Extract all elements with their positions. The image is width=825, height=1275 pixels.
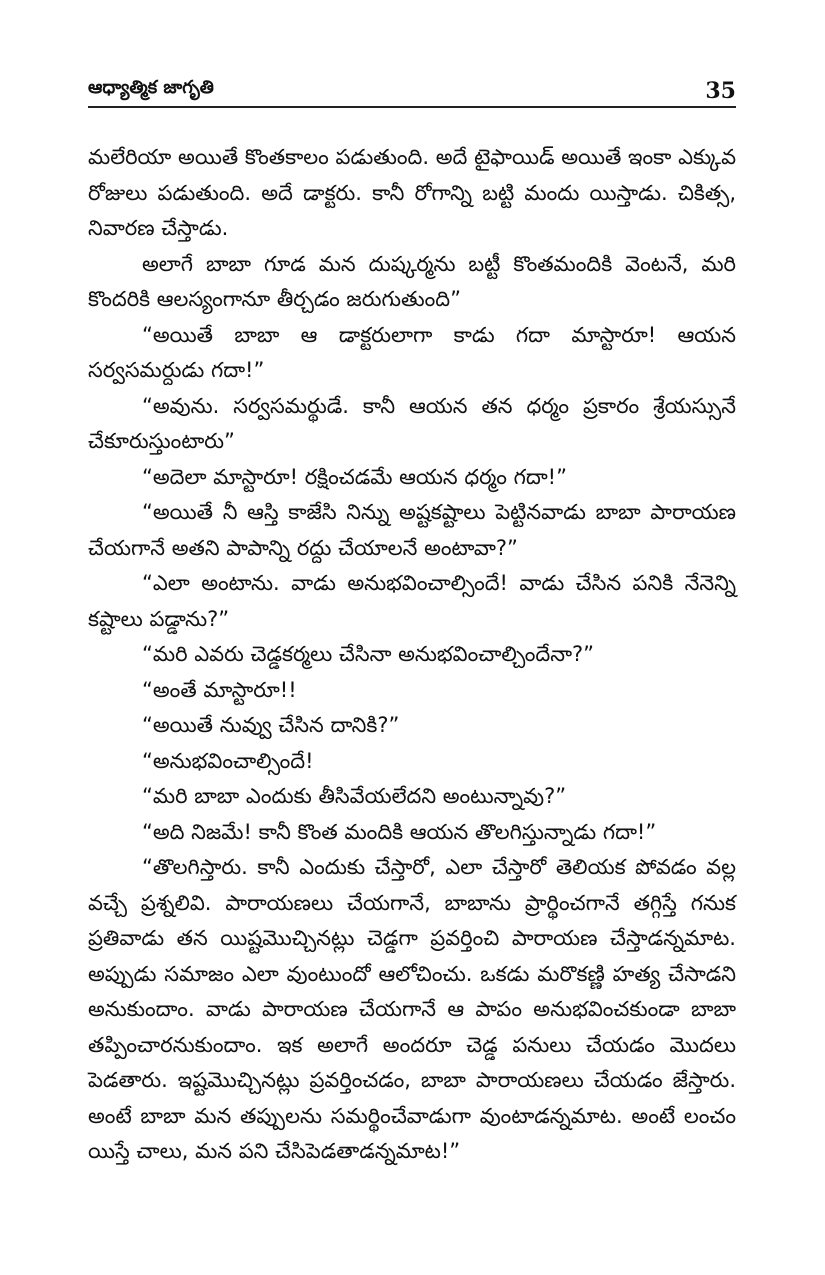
paragraph-2: అలాగే బాబా గూడ మన దుష్కర్మను బట్టీ కొంతమందికి వెంటనే, మరి కొందరికి ఆలస్యంగానూ తీర్చడం జరుగుతుంది” — [88, 251, 736, 311]
running-header — [88, 72, 736, 108]
paragraph-9: “అంతే మాస్టారూ!! — [142, 677, 297, 702]
page-body — [88, 140, 736, 1170]
paragraph-10: “అయితే నువ్వు చేసిన దానికి?” — [142, 713, 400, 737]
paragraph-14: “తొలగిస్తారు. కానీ ఎందుకు చేస్తారో, ఎలా చేస్తారో తెలియక పోవడం వల్ల వచ్చే ప్రశ్నలివి. పారాయణలు చేయగానే, బాబాను ప్రార్థించగానే తగ్గిస్తే గనుక ప్రతివాడు తన యిష్టమొచ్చినట్లు చెడ్డగా ప్రవర్తించి పారాయణ చేస్తాడన్నమాట. అప్పుడు సమాజం ఎలా వుంటుందో ఆలోచించు. ఒకడు మరొకణ్ణి హత్య చేసాడని అనుకుందాం. వాడు పారాయణ చేయగానే ఆ పాపం అనుభవించకుండా బాబా తప్పించారనుకుందాం. ఇక అలాగే అందరూ చెడ్డ పనులు చేయడం మొదలు పెడతారు. ఇష్టమొచ్చినట్లు ప్రవర్తించడం, బాబా పారాయణలు చేయడం జేస్తారు. అంటే బాబా మన తప్పులను సమర్థించేవాడుగా వుంటాడన్నమాట. అంటే లంచం యిస్తే చాలు, మన పని చేసిపెడతాడన్నమాట!” — [88, 855, 736, 1163]
paragraph-13: “అది నిజమే! కానీ కొంత మందికి ఆయన తొలగిస్తున్నాడు గదా!” — [142, 819, 657, 844]
paragraph-12: “మరి బాబా ఎందుకు తీసివేయలేదని అంటున్నావు?” — [142, 784, 567, 808]
paragraph-8: “మరి ఎవరు చెడ్డకర్మలు చేసినా అనుభవించాల్చిందేనా?” — [142, 642, 595, 666]
book-page — [88, 72, 736, 1170]
paragraph-11: “అనుభవించాల్సిందే! — [142, 748, 314, 773]
paragraph-6: “అయితే నీ ఆస్తి కాజేసి నిన్ను అష్టకష్టాలు పెట్టినవాడు బాబా పారాయణ చేయగానే అతని పాపాన్ని రద్దు చేయాలనే అంటావా?” — [88, 500, 736, 560]
book-title: ఆధ్యాత్మిక జాగృతి — [88, 77, 214, 98]
paragraph-5: “అదెలా మాస్టారూ! రక్షించడమే ఆయన ధర్మం గదా!” — [142, 464, 567, 489]
page-number: 35 — [705, 78, 736, 104]
paragraph-4: “అవును. సర్వసమర్థుడే. కానీ ఆయన తన ధర్మం ప్రకారం శ్రేయస్సునే చేకూరుస్తుంటారు” — [88, 393, 736, 453]
paragraph-3: “అయితే బాబా ఆ డాక్టరులాగా కాడు గదా మాస్టారూ! ఆయన సర్వసమర్దుడు గదా!” — [88, 322, 736, 382]
paragraph-7: “ఎలా అంటాను. వాడు అనుభవించాల్సిందే! వాడు చేసిన పనికి నేనెన్ని కష్టాలు పడ్డాను?” — [88, 571, 736, 631]
paragraph-1: మలేరియా అయితే కొంతకాలం పడుతుంది. అదే టైఫాయిడ్ అయితే ఇంకా ఎక్కువ రోజులు పడుతుంది. అదే డాక్టరు. కానీ రోగాన్ని బట్టి మందు యిస్తాడు. చికిత్స, నివారణ చేస్తాడు. — [88, 145, 736, 240]
